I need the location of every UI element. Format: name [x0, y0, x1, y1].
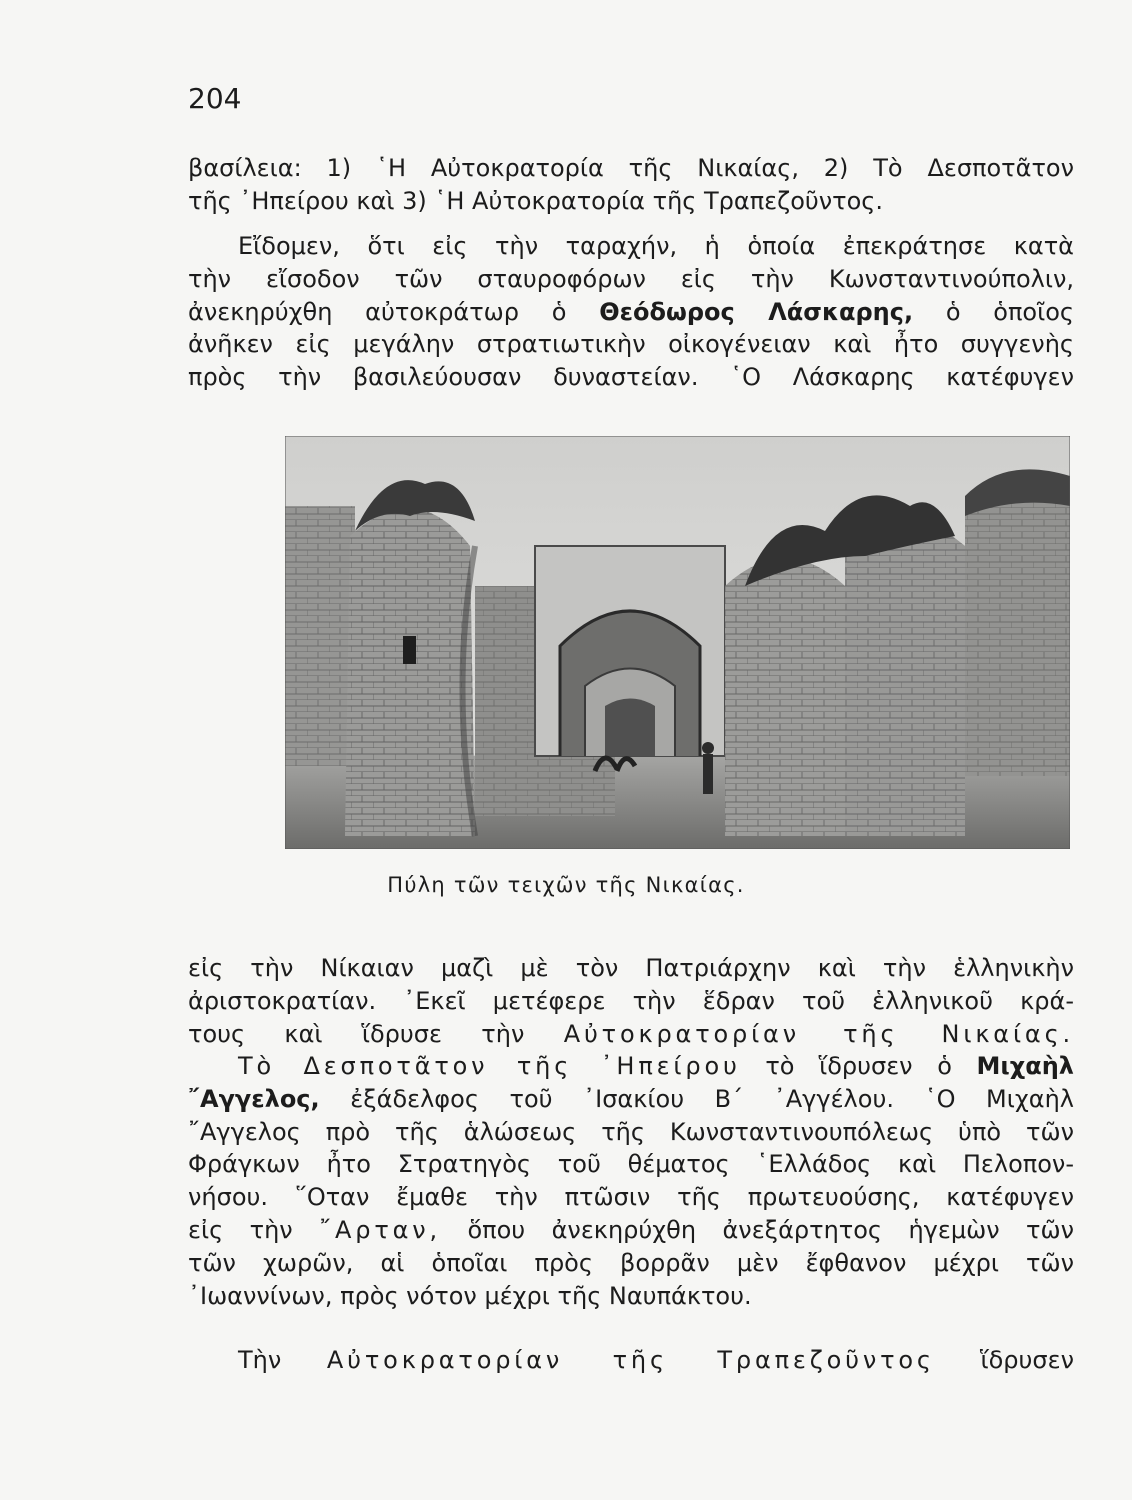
- paragraph-1: [188, 152, 1074, 218]
- text-line: [188, 1344, 1074, 1377]
- text-line: νήσου. ῞Οταν ἔμαθε τὴν πτῶσιν τῆς πρωτευούσης, κατέφυγεν: [188, 1183, 1074, 1212]
- spaced-emphasis: Αὐτοκρατορίαν τῆς Τραπεζοῦντος: [326, 1346, 935, 1374]
- text-line: βασίλεια: 1) ῾Η Αὐτοκρατορία τῆς Νικαίας, 2) Τὸ Δεσποτᾶτον: [188, 154, 1074, 182]
- text-line: τῶν χωρῶν, αἱ ὁποῖαι πρὸς βορρᾶν μὲν ἔφθανον μέχρι τῶν: [188, 1248, 1074, 1277]
- text-line: ἀνῆκεν εἰς μεγάλην στρατιωτικὴν οἰκογένειαν καὶ ἦτο συγγενὴς: [188, 330, 1074, 359]
- text-line: τῆς ᾿Ηπείρου καὶ 3) ῾Η Αὐτοκρατορία τῆς Τραπεζοῦντος.: [188, 186, 884, 215]
- spaced-emphasis: Αὐτοκρατορίαν τῆς Νικαίας.: [563, 1019, 1074, 1048]
- paragraph-2: [188, 230, 1074, 394]
- text-line: [188, 1050, 1074, 1083]
- text-line: [188, 1018, 1074, 1051]
- bold-name-angelos: ῎Αγγελος,: [188, 1084, 320, 1113]
- text-run: εἰς τὴν: [188, 1215, 293, 1244]
- spaced-emphasis: ῎Αρταν,: [319, 1215, 441, 1244]
- text-line: [188, 296, 1074, 329]
- nicaea-gate-engraving: [285, 436, 1070, 849]
- bold-name-michael: Μιχαὴλ: [976, 1052, 1074, 1080]
- text-line: Εἴδομεν, ὅτι εἰς τὴν ταραχήν, ἡ ὁποία ἐπεκράτησε κατὰ: [238, 232, 1074, 260]
- text-line: ῎Αγγελος πρὸ τῆς ἁλώσεως τῆς Κωνσταντινουπόλεως ὑπὸ τῶν: [188, 1117, 1074, 1146]
- gate-illustration: [285, 436, 1070, 849]
- text-run: ὅπου ἀνεκηρύχθη ἀνεξάρτητος ἡγεμὼν τῶν: [467, 1215, 1075, 1244]
- text-line: εἰς τὴν Νίκαιαν μαζὶ μὲ τὸν Πατριάρχην καὶ τὴν ἑλληνικὴν: [188, 954, 1074, 982]
- text-line: [188, 1214, 1074, 1247]
- text-line: τὴν εἴσοδον τῶν σταυροφόρων εἰς τὴν Κωνσταντινούπολιν,: [188, 264, 1074, 293]
- text-line: [188, 1083, 1074, 1116]
- text-run: ὁ ὁποῖος: [945, 297, 1075, 326]
- figure-caption: Πύλη τῶν τειχῶν τῆς Νικαίας.: [387, 873, 745, 897]
- text-run: ἀνεκηρύχθη αὐτοκράτωρ ὁ: [188, 297, 567, 326]
- text-run: Τὴν: [238, 1346, 282, 1374]
- paragraph-4: [188, 1050, 1074, 1312]
- spaced-emphasis: Τὸ Δεσποτᾶτον τῆς ᾿Ηπείρου: [238, 1052, 741, 1080]
- page-number: 204: [188, 82, 242, 115]
- text-line: ἀριστοκρατίαν. ᾿Εκεῖ μετέφερε τὴν ἕδραν τοῦ ἑλληνικοῦ κρά-: [188, 986, 1074, 1015]
- bold-name-theodoros-laskaris: Θεόδωρος Λάσκαρης,: [599, 297, 914, 326]
- text-run: ἵδρυσεν: [980, 1346, 1074, 1374]
- text-line: Φράγκων ἦτο Στρατηγὸς τοῦ θέματος ῾Ελλάδος καὶ Πελοπον-: [188, 1150, 1074, 1179]
- text-run: τους καὶ ἵδρυσε τὴν: [188, 1019, 525, 1048]
- paragraph-5: [188, 1344, 1074, 1377]
- text-run: τὸ ἵδρυσεν ὁ: [765, 1052, 952, 1080]
- paragraph-3: [188, 952, 1074, 1050]
- text-line: ᾿Ιωαννίνων, πρὸς νότον μέχρι τῆς Ναυπάκτου.: [188, 1281, 752, 1310]
- text-run: ἐξάδελφος τοῦ ᾿Ισακίου Β΄ ᾿Αγγέλου. ῾Ο Μιχαὴλ: [350, 1084, 1074, 1113]
- text-line: πρὸς τὴν βασιλεύουσαν δυναστείαν. ῾Ο Λάσκαρης κατέφυγεν: [188, 363, 1074, 392]
